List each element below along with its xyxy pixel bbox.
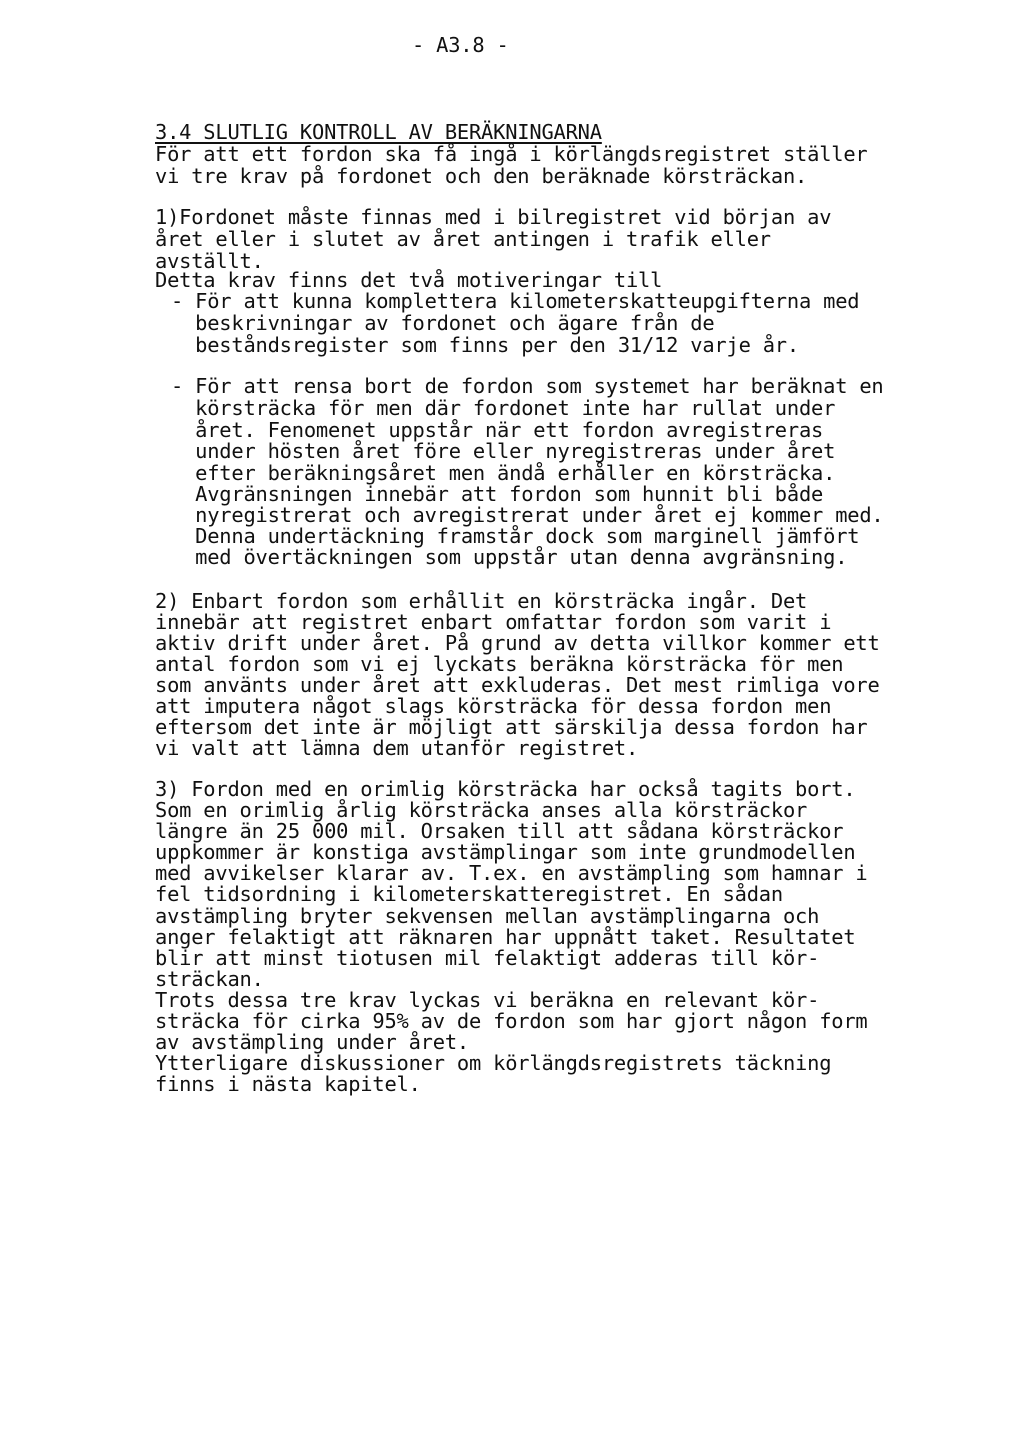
text-line: avställt. bbox=[155, 249, 264, 273]
text-line: under hösten året före eller nyregistreras under året bbox=[171, 439, 836, 463]
text-line: beskrivningar av fordonet och ägare från de bbox=[171, 311, 715, 335]
text-line: vi tre krav på fordonet och den beräknade körsträckan. bbox=[155, 164, 808, 188]
text-line: 2) Enbart fordon som erhållit en körsträcka ingår. Det bbox=[155, 589, 808, 613]
text-line: beståndsregister som finns per den 31/12 varje år. bbox=[171, 333, 799, 357]
text-line: eftersom det inte är möjligt att särskilja dessa fordon har bbox=[155, 715, 868, 739]
section-heading: 3.4 SLUTLIG KONTROLL AV BERÄKNINGARNA bbox=[155, 120, 602, 144]
text-line: längre än 25 000 mil. Orsaken till att sådana körsträckor bbox=[155, 819, 844, 843]
text-line: antal fordon som vi ej lyckats beräkna körsträcka för men bbox=[155, 652, 844, 676]
text-line: sträcka för cirka 95% av de fordon som har gjort någon form bbox=[155, 1009, 868, 1033]
text-line: aktiv drift under året. På grund av detta villkor kommer ett bbox=[155, 631, 880, 655]
page-number: - A3.8 - bbox=[412, 33, 509, 57]
text-line: finns i nästa kapitel. bbox=[155, 1072, 421, 1096]
text-line: Detta krav finns det två motiveringar till bbox=[155, 268, 663, 292]
text-line: - För att rensa bort de fordon som systemet har beräknat en bbox=[171, 374, 884, 398]
text-line: med övertäckningen som uppstår utan denna avgränsning. bbox=[171, 545, 848, 569]
text-line: efter beräkningsåret men ändå erhåller en körsträcka. bbox=[171, 461, 836, 485]
text-line: nyregistrerat och avregistrerat under året ej kommer med. bbox=[171, 503, 884, 527]
text-line: Denna undertäckning framstår dock som marginell jämfört bbox=[171, 524, 860, 548]
text-line: av avstämpling under året. bbox=[155, 1030, 469, 1054]
text-line: fel tidsordning i kilometerskatteregistret. En sådan bbox=[155, 882, 783, 906]
text-line: att imputera något slags körsträcka för dessa fordon men bbox=[155, 694, 832, 718]
text-line: året. Fenomenet uppstår när ett fordon avregistreras bbox=[171, 418, 824, 442]
text-line: Som en orimlig årlig körsträcka anses alla körsträckor bbox=[155, 798, 808, 822]
text-line: året eller i slutet av året antingen i trafik eller bbox=[155, 227, 771, 251]
text-line: vi valt att lämna dem utanför registret. bbox=[155, 736, 639, 760]
text-line: 3) Fordon med en orimlig körsträcka har också tagits bort. bbox=[155, 777, 856, 801]
text-line: Avgränsningen innebär att fordon som hunnit bli både bbox=[171, 482, 824, 506]
text-line: För att ett fordon ska få ingå i körlängdsregistret ställer bbox=[155, 142, 868, 166]
text-line: uppkommer är konstiga avstämplingar som inte grundmodellen bbox=[155, 840, 856, 864]
text-line: blir att minst tiotusen mil felaktigt adderas till kör- bbox=[155, 946, 820, 970]
text-line: med avvikelser klarar av. T.ex. en avstämpling som hamnar i bbox=[155, 861, 868, 885]
text-line: körsträcka för men där fordonet inte har rullat under bbox=[171, 396, 836, 420]
text-line: Ytterligare diskussioner om körlängdsregistrets täckning bbox=[155, 1051, 832, 1075]
text-line: som använts under året att exkluderas. Det mest rimliga vore bbox=[155, 673, 880, 697]
text-line: innebär att registret enbart omfattar fordon som varit i bbox=[155, 610, 832, 634]
text-line: sträckan. bbox=[155, 967, 264, 991]
text-line: avstämpling bryter sekvensen mellan avstämplingarna och bbox=[155, 904, 820, 928]
text-line: anger felaktigt att räknaren har uppnått taket. Resultatet bbox=[155, 925, 856, 949]
text-line: Trots dessa tre krav lyckas vi beräkna en relevant kör- bbox=[155, 988, 820, 1012]
text-line: - För att kunna komplettera kilometerskatteupgifterna med bbox=[171, 289, 860, 313]
text-line: 1)Fordonet måste finnas med i bilregistret vid början av bbox=[155, 205, 832, 229]
